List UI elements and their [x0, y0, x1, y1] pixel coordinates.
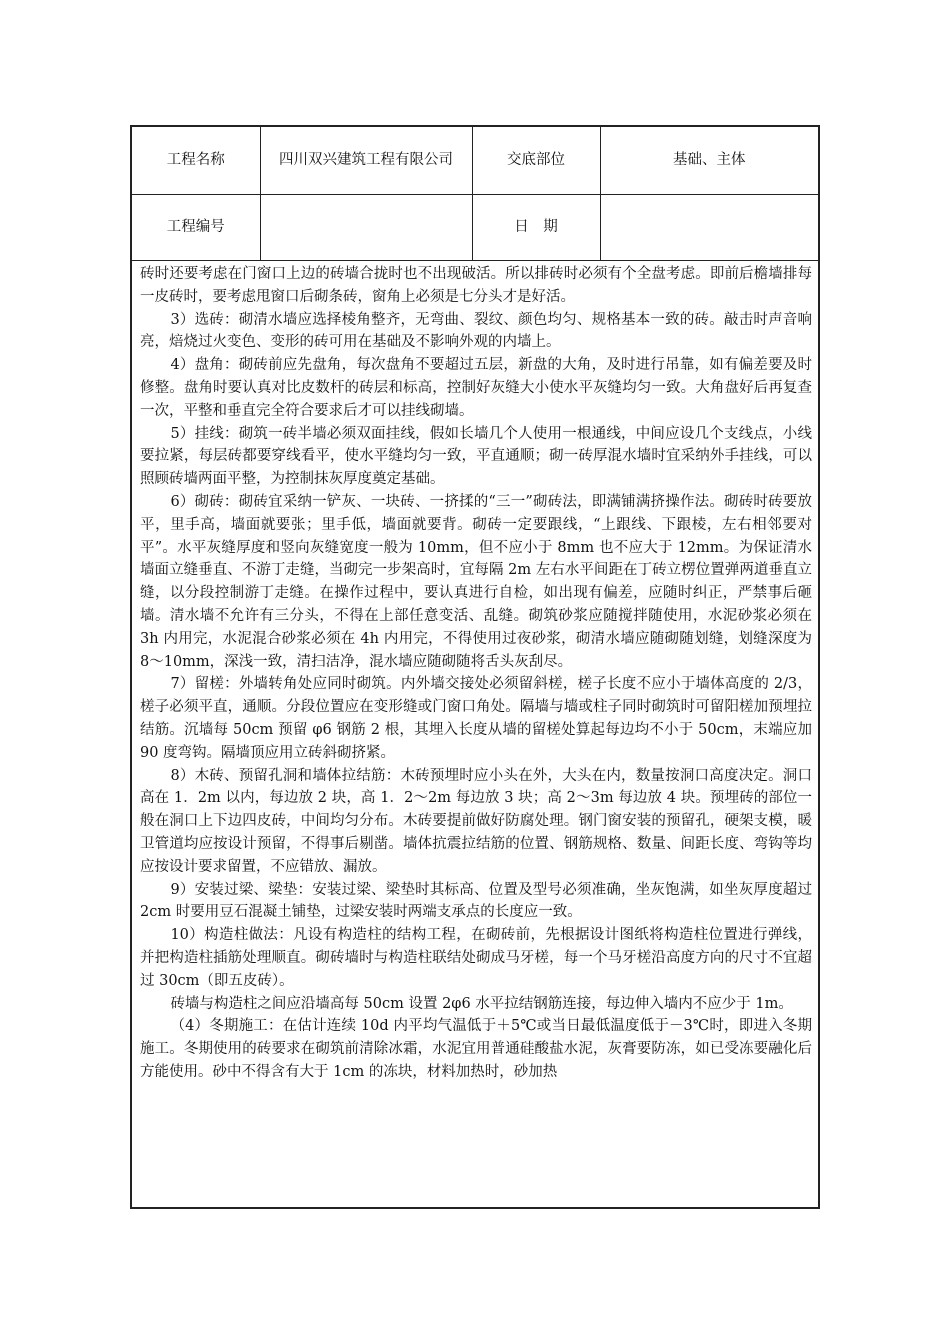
paragraph-wood-bricks-openings: 8）木砖、预留孔洞和墙体拉结筋：木砖预埋时应小头在外，大头在内，数量按洞口高度决定。洞口高在 1．2m 以内，每边放 2 块，高 1．2～2m 每边放 3 块；高 2～3m 每边放 4 块。预埋砖的部位一般在洞口上下边四皮砖，中间均匀分布。木砖要提前做好防腐处理。钢门窗安装的预留孔，硬架支模，暖卫管道均应按设计预留，不得事后剔凿。墙体抗震拉结筋的位置、钢筋规格、数量、间距长度、弯钩等均应按设计要求留置，不应错放、漏放。: [140, 767, 812, 875]
paragraph-line-hanging: 5）挂线：砌筑一砖半墙必须双面挂线，假如长墙几个人使用一根通线，中间应设几个支线点，小线要拉紧，每层砖都要穿线看平，使水平缝均匀一致，平直通顺；砌一砖厚混水墙时宜采纳外手挂线，可以照顾砖墙两面平整，为控制抹灰厚度奠定基础。: [140, 425, 812, 488]
date-label: 日 期: [472, 194, 600, 260]
paragraph-corner-building: 4）盘角：砌砖前应先盘角，每次盘角不要超过五层，新盘的大角，及时进行吊靠，如有偏差要及时修整。盘角时要认真对比皮数杆的砖层和标高，控制好灰缝大小使水平灰缝均匀一致。大角盘好后再复查一次，平整和垂直完全符合要求后才可以挂线砌墙。: [140, 357, 812, 419]
paragraph-toothing: 7）留槎：外墙转角处应同时砌筑。内外墙交接处必须留斜槎，槎子长度不应小于墙体高度的 2/3，槎子必须平直，通顺。分段位置应在变形缝或门窗口角处。隔墙与墙或柱子同时砌筑时可留阳槎加预埋拉结筋。沉墙每 50cm 预留 φ6 钢筋 2 根，其埋入长度从墙的留槎处算起每边均不小于 50cm，末端应加 90 度弯钩。隔墙顶应用立砖斜砌挤紧。: [140, 676, 812, 761]
paragraph-bricklaying: 6）砌砖：砌砖宜采纳一铲灰、一块砖、一挤揉的“三一”砌砖法，即满铺满挤操作法。砌砖时砖要放平，里手高，墙面就要张；里手低，墙面就要背。砌砖一定要跟线，“上跟线、下跟棱，左右相邻要对平”。水平灰缝厚度和竖向灰缝宽度一般为 10mm，但不应小于 8mm 也不应大于 12mm。为保证清水墙面立缝垂直、不游丁走缝，当砌完一步架高时，宜每隔 2m 左右水平间距在丁砖立楞位置弹两道垂直立缝，以分段控制游丁走缝。在操作过程中，要认真进行自检，如出现有偏差，应随时纠正，严禁事后砸墙。清水墙不允许有三分头，不得在上部任意变活、乱缝。砌筑砂浆应随搅拌随使用，水泥砂浆必须在 3h 内用完，水泥混合砂浆必须在 4h 内用完，不得使用过夜砂浆，砌清水墙应随砌随划缝，划缝深度为 8～10mm，深浅一致，清扫洁净，混水墙应随砌随将舌头灰刮尽。: [140, 493, 812, 670]
paragraph-winter-construction: （4）冬期施工：在估计连续 10d 内平均气温低于＋5℃或当日最低温度低于－3℃时，即进入冬期施工。冬期使用的砖要求在砌筑前清除冰霜，水泥宜用普通硅酸盐水泥，灰膏要防冻，如已受冻要融化后方能使用。砂中不得含有大于 1cm 的冻块，材料加热时，砂加热: [140, 1018, 812, 1080]
paragraph-structural-columns: 10）构造柱做法：凡设有构造柱的结构工程，在砌砖前，先根据设计图纸将构造柱位置进行弹线，并把构造柱插筋处理顺直。砌砖墙时与构造柱联结处砌成马牙槎，每一个马牙槎沿高度方向的尺寸不宜超过 30cm（即五皮砖）。: [140, 927, 812, 989]
handover-body-text: [140, 263, 812, 1084]
handover-part-value: 基础、主体: [600, 127, 818, 194]
header-row-1: [132, 127, 818, 194]
project-name-value: 四川双兴建筑工程有限公司: [260, 127, 472, 194]
paragraph-continuation: 砖时还要考虑在门窗口上边的砖墙合拢时也不出现破活。所以排砖时必须有个全盘考虑。即前后檐墙排每一皮砖时，要考虑甩窗口后砌条砖，窗角上必须是七分头才是好活。: [140, 266, 812, 305]
header-row-2: [132, 194, 818, 260]
paragraph-tie-bars: 砖墙与构造柱之间应沿墙高每 50cm 设置 2φ6 水平拉结钢筋连接，每边伸入墙内不应少于 1m。: [170, 995, 793, 1012]
header-table: [132, 127, 818, 261]
project-name-label: 工程名称: [132, 127, 260, 194]
date-value: [600, 194, 818, 260]
handover-part-label: 交底部位: [472, 127, 600, 194]
paragraph-lintels: 9）安装过梁、梁垫：安装过梁、梁垫时其标高、位置及型号必须准确，坐灰饱满，如坐灰厚度超过 2cm 时要用豆石混凝土铺垫，过梁安装时两端支承点的长度应一致。: [140, 881, 812, 921]
paragraph-brick-selection: 3）选砖：砌清水墙应选择棱角整齐，无弯曲、裂纹、颜色均匀、规格基本一致的砖。敲击时声音响亮，焙烧过火变色、变形的砖可用在基础及不影响外观的内墙上。: [140, 311, 812, 351]
project-number-value: [260, 194, 472, 260]
project-number-label: 工程编号: [132, 194, 260, 260]
handover-document-frame: [130, 125, 820, 1209]
